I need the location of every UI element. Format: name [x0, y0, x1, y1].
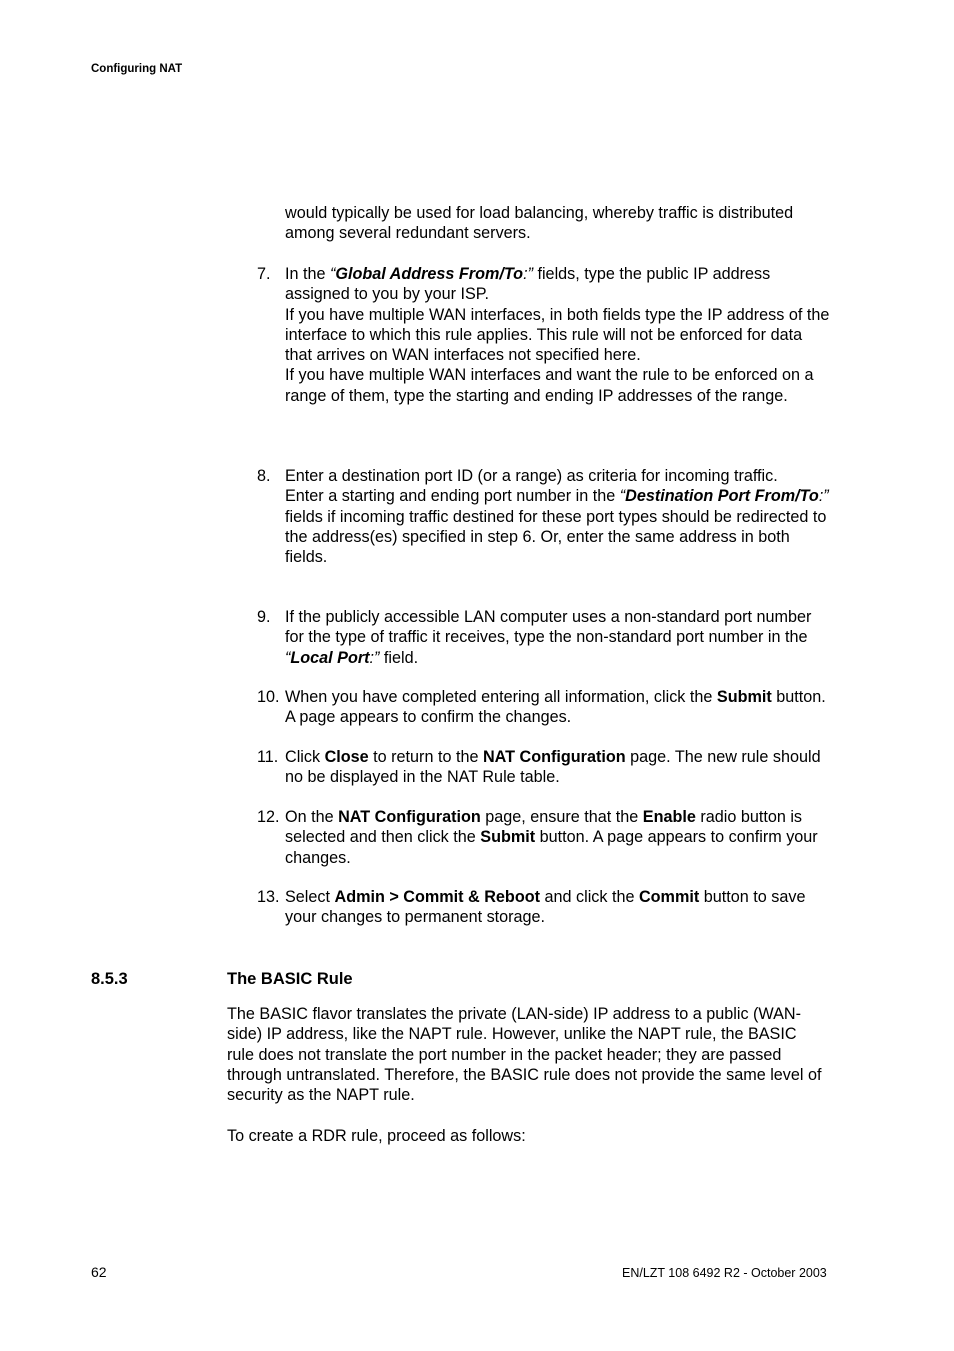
- step-11: Click Close to return to the NAT Configuration page. The new rule should no be displayed in the NAT Rule table.: [285, 748, 821, 787]
- field-name: Global Address From/To: [335, 265, 524, 283]
- field-name: Destination Port From/To: [625, 487, 819, 506]
- step-8: Enter a destination port ID (or a range) as criteria for incoming traffic. Enter a starting and ending port number in the “Destination Port From/To:” fields if incoming traffic destined for these port types should be redirected to the address(es) specified in step 6. Or, enter the same address in both fields.: [285, 467, 829, 567]
- step-7: In the “Global Address From/To:” fields, type the public IP address assigned to you by your ISP. If you have multiple WAN interfaces, in both fields type the IP address of the interface to which this rule applies. This rule will not be enforced for data that arrives on WAN interfaces not specified here. If you have multiple WAN interfaces and want the rule to be enforced on a range of them, type the starting and ending IP addresses of the range.: [285, 265, 830, 405]
- section-number: 8.5.3: [91, 970, 128, 988]
- step-number: 12.: [257, 808, 280, 826]
- step-number: 13.: [257, 888, 280, 906]
- step-number: 9.: [257, 608, 271, 626]
- section-paragraph: The BASIC flavor translates the private (LAN-side) IP address to a public (WAN-side) IP address, like the NAPT rule. However, unlike the NAPT rule, the BASIC rule does not translate the port number in the packet header; they are passed through untranslated. Therefore, the BASIC rule does not provide the same level of security as the NAPT rule.: [227, 1005, 822, 1105]
- running-header: Configuring NAT: [91, 63, 183, 75]
- continuation-paragraph: would typically be used for load balancing, whereby traffic is distributed among several redundant servers.: [285, 204, 794, 243]
- step-number: 7.: [257, 265, 271, 283]
- step-number: 8.: [257, 467, 271, 485]
- document-reference: EN/LZT 108 6492 R2 - October 2003: [622, 1266, 827, 1280]
- step-12: On the NAT Configuration page, ensure that the Enable radio button is selected and then click the Submit button. A page appears to confirm your changes.: [285, 808, 818, 867]
- page-number: 62: [91, 1264, 107, 1280]
- section-paragraph-intro: To create a RDR rule, proceed as follows:: [227, 1127, 526, 1145]
- section-title: The BASIC Rule: [227, 970, 353, 988]
- step-number: 11.: [257, 748, 279, 766]
- field-name: Local Port: [290, 648, 370, 667]
- step-13: Select Admin > Commit & Reboot and click the Commit button to save your changes to permanent storage.: [285, 888, 806, 927]
- step-9: If the publicly accessible LAN computer uses a non-standard port number for the type of traffic it receives, type the non-standard port number in the “Local Port:” field.: [285, 608, 812, 667]
- step-10: When you have completed entering all information, click the Submit button. A page appears to confirm the changes.: [285, 688, 826, 727]
- step-number: 10.: [257, 688, 280, 706]
